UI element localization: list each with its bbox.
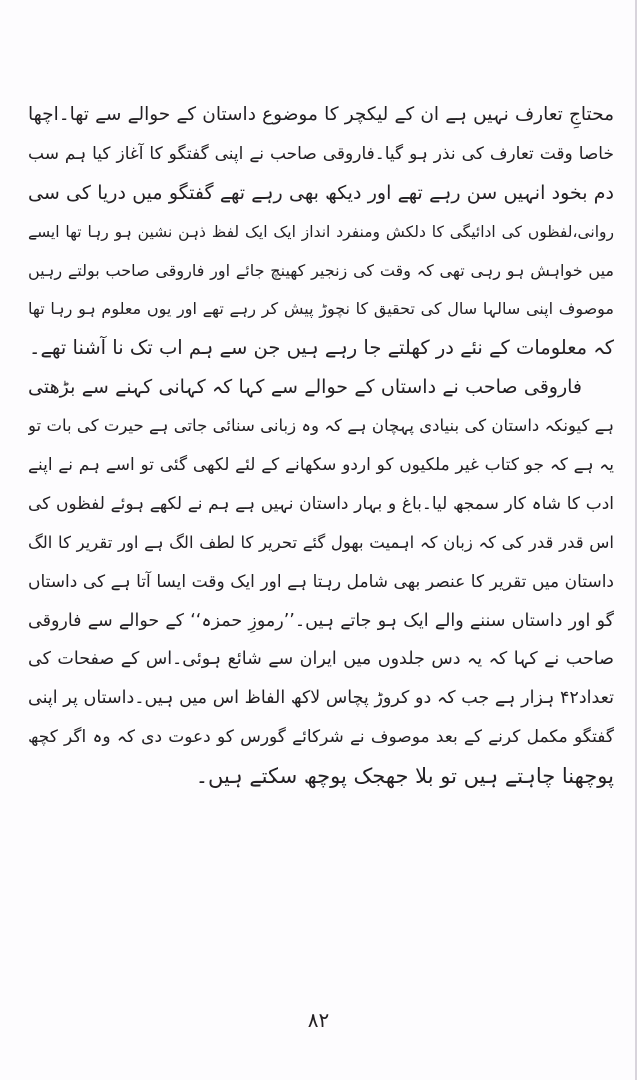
text-line: اس قدر قدر کی کہ زبان کہ اہمیت بھول گئے تحریر کا لطف الگ ہے اور تقریر کا الگ: [28, 532, 614, 552]
text-line: خاصا وقت تعارف کی نذر ہو گیا۔فاروقی صاحب نے اپنی گفتگو کا آغاز کیا ہم سب: [28, 143, 614, 164]
text-line: داستان میں تقریر کا عنصر بھی شامل رہتا ہے اور ایک وقت ایسا آتا ہے کی داستاں: [28, 571, 614, 592]
paragraph-2: [28, 368, 614, 796]
text-line: محتاجِ تعارف نہیں ہے ان کے لیکچر کا موضوع داستان کے حوالے سے تھا۔اچھا: [28, 104, 614, 125]
text-line: تعداد۴۲ ہزار ہے جب کہ دو کروڑ پچاس لاکھ الفاظ اس میں ہیں۔داستاں پر اپنی: [28, 688, 614, 709]
text-line: کہ معلومات کے نئے در کھلتے جا رہے ہیں جن سے ہم اب تک نا آشنا تھے۔: [29, 336, 614, 360]
text-line: موصوف اپنی سالہا سال کی تحقیق کا نچوڑ پیش کر رہے تھے اور یوں معلوم ہو رہا تھا: [28, 299, 614, 319]
text-line: گو اور داستاں سننے والے ایک ہو جاتے ہیں۔’’رموزِ حمزہ‘‘ کے حوالے سے فاروقی: [28, 610, 614, 631]
page-number: ۸۲: [307, 1008, 330, 1032]
text-line: گفتگو مکمل کرنے کے بعد موصوف نے شرکائے گورس کو دعوت دی کہ وہ اگر کچھ: [28, 727, 614, 748]
text-line: روانی،لفظوں کی ادائیگی کا دلکش ومنفرد انداز ایک ایک لفظ ذہن نشین ہو رہا تھا ایسے: [28, 222, 614, 241]
paragraph-1: [28, 96, 614, 368]
text-line: ادب کا شاہ کار سمجھ لیا۔باغ و بہار داستان نہیں ہے ہم نے لکھے ہوئے لفظوں کی: [28, 493, 614, 514]
text-line: میں خواہش ہو رہی تھی کہ وقت کی زنجیر کھینچ جائے اور فاروقی صاحب بولتے رہیں: [28, 260, 614, 280]
text-line: دم بخود انہیں سن رہے تھے اور دیکھ بھی رہے تھے گفتگو میں دریا کی سی: [28, 181, 614, 204]
text-line: پوچھنا چاہتے ہیں تو بلا جھجک پوچھ سکتے ہیں۔: [195, 764, 614, 789]
body-text: [28, 96, 614, 796]
text-line: صاحب نے کہا کہ یہ دس جلدوں میں ایران سے شائع ہوئی۔اس کے صفحات کی: [28, 649, 614, 670]
text-line: فاروقی صاحب نے داستاں کے حوالے سے کہا کہ کہانی کہنے سے بڑھتی: [28, 376, 582, 399]
text-line: یہ ہے کہ جو کتاب غیر ملکیوں کو اردو سکھانے کے لئے لکھی گئی تو اسے ہم نے اپنے: [28, 455, 614, 476]
text-line: ہے کیونکہ داستان کی بنیادی پہچان ہے کہ وہ زبانی سنائی جاتی ہے حیرت کی بات تو: [28, 416, 614, 436]
